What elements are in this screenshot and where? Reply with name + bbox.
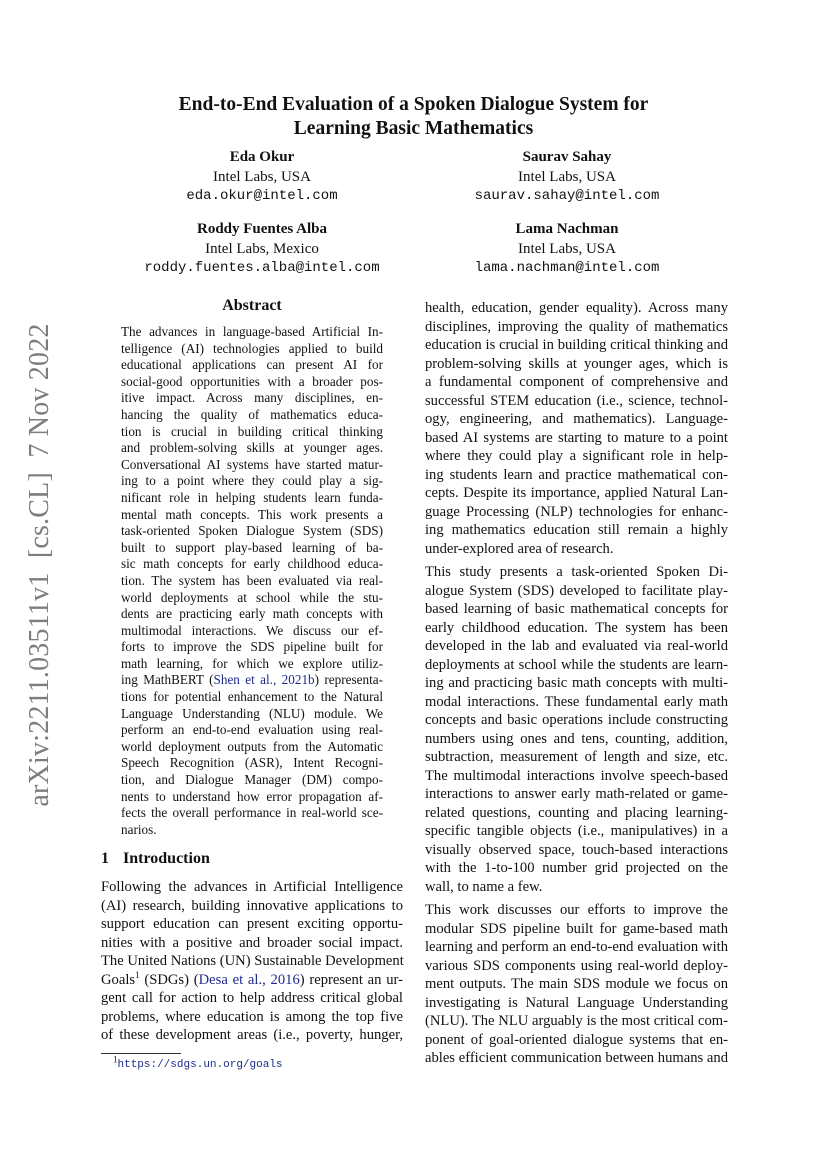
text-line bbox=[425, 975, 728, 994]
text-segment: tions for potential enhancement to the Natural bbox=[121, 689, 383, 705]
text-segment: dents are practicing early math concepts with bbox=[121, 606, 383, 622]
text-line bbox=[121, 755, 383, 772]
text-segment: This work discusses our efforts to improve the bbox=[425, 902, 728, 918]
text-segment: ) represent an ur- bbox=[299, 971, 403, 988]
text-line bbox=[425, 730, 728, 749]
text-line bbox=[425, 878, 728, 897]
text-segment: ponent of goal-oriented dialogue systems that en- bbox=[425, 1031, 728, 1048]
text-line bbox=[121, 772, 383, 789]
text-line bbox=[425, 484, 728, 503]
text-line bbox=[425, 841, 728, 860]
text-line bbox=[121, 374, 383, 391]
text-segment: Following the advances in Artificial Intelligence bbox=[101, 879, 403, 895]
text-segment: Speech Recognition (ASR), Intent Recogni- bbox=[121, 755, 383, 771]
text-segment: health, education, gender equality). Across many bbox=[425, 300, 728, 316]
text-line bbox=[121, 490, 383, 507]
author-affiliation: Intel Labs, USA bbox=[518, 240, 616, 257]
text-segment: concepts and basic operations include constructing bbox=[425, 712, 728, 728]
text-line bbox=[425, 785, 728, 804]
text-segment: guage Processing (NLP) technologies for enhanc- bbox=[425, 503, 728, 520]
author-name: Saurav Sahay bbox=[522, 149, 612, 165]
citation-link[interactable]: Shen et al., 2021b bbox=[213, 672, 315, 688]
section-title: Introduction bbox=[123, 850, 210, 867]
text-segment: ables efficient communication between humans and bbox=[425, 1050, 728, 1066]
text-segment: based AI systems are starting to mature to a point bbox=[425, 429, 728, 446]
text-segment: narios. bbox=[121, 821, 157, 837]
text-segment: interactions to answer early math-related or game- bbox=[425, 786, 728, 802]
text-line bbox=[101, 989, 403, 1008]
text-line bbox=[425, 994, 728, 1013]
title-line-1: End-to-End Evaluation of a Spoken Dialogue System for bbox=[178, 94, 649, 115]
text-line bbox=[101, 915, 403, 934]
text-line bbox=[425, 938, 728, 957]
text-line bbox=[101, 934, 403, 953]
text-line bbox=[425, 859, 728, 878]
text-line bbox=[121, 639, 383, 656]
text-line bbox=[425, 582, 728, 601]
footnote bbox=[113, 1054, 283, 1071]
author-block bbox=[417, 148, 717, 207]
text-line bbox=[121, 324, 383, 341]
text-segment: early childhood education. The system has been bbox=[425, 619, 728, 636]
text-line bbox=[121, 672, 383, 689]
text-line bbox=[425, 503, 728, 522]
text-segment: math learning, for which we explore utiliz- bbox=[121, 655, 383, 671]
text-line bbox=[121, 706, 383, 723]
text-segment: The multimodal interactions involve speech-based bbox=[425, 767, 728, 784]
text-segment: nities with a positive and broader social impact. bbox=[101, 934, 403, 951]
text-segment: (NLU). The NLU arguably is the most critical com- bbox=[425, 1013, 728, 1029]
text-line bbox=[425, 1049, 728, 1068]
text-line bbox=[425, 957, 728, 976]
text-segment: Conversational AI systems have started matur- bbox=[121, 456, 383, 472]
footnote-link[interactable]: https://sdgs.un.org/goals bbox=[117, 1059, 283, 1071]
text-segment: perform an end-to-end evaluation using real- bbox=[121, 722, 383, 738]
text-line bbox=[121, 473, 383, 490]
text-segment: subtraction, measurement of length and size, etc. bbox=[425, 749, 728, 765]
section-number: 1 bbox=[101, 850, 109, 867]
text-line bbox=[101, 897, 403, 916]
text-line bbox=[425, 804, 728, 823]
text-segment: Language Understanding (NLU) module. We bbox=[121, 705, 383, 721]
text-segment: ing students learn and practice mathematical con- bbox=[425, 466, 728, 483]
text-line bbox=[425, 447, 728, 466]
text-segment: world deployment outputs from the Automatic bbox=[121, 738, 383, 754]
text-line bbox=[121, 805, 383, 822]
author-email[interactable]: lama.nachman@intel.com bbox=[474, 260, 660, 276]
text-line bbox=[425, 920, 728, 939]
text-segment: gent call for action to help address critical global bbox=[101, 990, 403, 1006]
text-segment: based learning of basic mathematical concepts for bbox=[425, 601, 728, 617]
text-segment: related questions, counting and placing learning- bbox=[425, 804, 728, 821]
text-line bbox=[425, 1031, 728, 1050]
text-segment: under-explored area of research. bbox=[425, 540, 614, 557]
author-block bbox=[112, 220, 412, 279]
text-line bbox=[425, 637, 728, 656]
text-line bbox=[121, 623, 383, 640]
footnote-reference[interactable]: 1 bbox=[135, 969, 140, 980]
text-segment: built to support play-based learning of ba- bbox=[121, 539, 383, 555]
text-segment: problems, where education is among the top five bbox=[101, 1008, 403, 1025]
text-segment: fects the overall performance in real-world sce- bbox=[121, 805, 383, 821]
text-line bbox=[121, 357, 383, 374]
text-segment: modular SDS pipeline built for game-based math bbox=[425, 920, 728, 937]
text-segment: where they could play a significant role in help- bbox=[425, 448, 728, 464]
text-line bbox=[425, 674, 728, 693]
abstract-heading: Abstract bbox=[222, 297, 282, 314]
text-segment: nents to understand how error propagation af- bbox=[121, 788, 383, 804]
text-segment: itive impact. Across many disciplines, en- bbox=[121, 390, 383, 406]
text-line bbox=[425, 822, 728, 841]
right-column-text bbox=[425, 299, 728, 1068]
text-line bbox=[425, 711, 728, 730]
text-line bbox=[425, 521, 728, 540]
author-email[interactable]: eda.okur@intel.com bbox=[186, 188, 338, 204]
text-segment: mental math concepts. This work presents a bbox=[121, 506, 383, 522]
author-affiliation: Intel Labs, USA bbox=[213, 168, 311, 185]
text-segment: educational applications can present AI for bbox=[121, 357, 383, 373]
text-line bbox=[121, 556, 383, 573]
text-segment: education is crucial in building critical thinking and bbox=[425, 337, 728, 353]
author-affiliation: Intel Labs, Mexico bbox=[205, 240, 319, 257]
text-segment: with the 1-to-100 number grid projected on the bbox=[425, 860, 728, 876]
text-line bbox=[425, 466, 728, 485]
title-line-2: Learning Basic Mathematics bbox=[293, 118, 534, 139]
text-line bbox=[425, 336, 728, 355]
text-segment: learning and perform an end-to-end evaluation with bbox=[425, 939, 728, 955]
text-segment: (SDGs) ( bbox=[139, 971, 199, 988]
text-line bbox=[121, 457, 383, 474]
text-segment: deployments at school while the students are learn- bbox=[425, 656, 728, 673]
text-line bbox=[425, 901, 728, 920]
text-line bbox=[425, 563, 728, 582]
text-segment: tion is crucial in building critical thinking bbox=[121, 423, 383, 439]
text-segment: The advances in language-based Artificial In- bbox=[121, 324, 383, 339]
text-line bbox=[425, 540, 728, 559]
text-line bbox=[425, 373, 728, 392]
author-affiliation: Intel Labs, USA bbox=[518, 168, 616, 185]
text-segment: world deployments at school while the stu- bbox=[121, 589, 383, 605]
text-line bbox=[101, 878, 403, 897]
text-line bbox=[121, 739, 383, 756]
text-line bbox=[101, 1026, 403, 1045]
text-line bbox=[121, 722, 383, 739]
author-name: Lama Nachman bbox=[515, 221, 619, 237]
left-column-text bbox=[101, 878, 403, 1045]
text-segment: Goals bbox=[101, 971, 136, 988]
text-segment: of these development areas (i.e., poverty, hunger, bbox=[101, 1027, 403, 1043]
text-line bbox=[425, 619, 728, 638]
text-line bbox=[121, 407, 383, 424]
citation-link[interactable]: Desa et al., 2016 bbox=[198, 971, 300, 988]
text-segment: modal interactions. These fundamental early math bbox=[425, 693, 728, 710]
text-line bbox=[121, 573, 383, 590]
text-line bbox=[121, 523, 383, 540]
text-line bbox=[121, 590, 383, 607]
text-segment: ment outputs. The main SDS module we focus on bbox=[425, 976, 728, 992]
text-segment: wall, to name a few. bbox=[425, 878, 543, 895]
text-segment: The United Nations (UN) Sustainable Development bbox=[101, 953, 404, 969]
author-email[interactable]: roddy.fuentes.alba@intel.com bbox=[144, 260, 380, 276]
text-line bbox=[425, 1012, 728, 1031]
text-line bbox=[425, 355, 728, 374]
text-segment: and problem-solving skills at younger ages. bbox=[121, 440, 383, 456]
text-line bbox=[121, 789, 383, 806]
text-segment: successful STEM education (i.e., science, technol- bbox=[425, 392, 728, 409]
footnote-mark: 1 bbox=[113, 1054, 118, 1065]
text-line bbox=[425, 410, 728, 429]
text-segment: forts to improve the SDS pipeline built for bbox=[121, 639, 383, 655]
author-name: Roddy Fuentes Alba bbox=[196, 221, 328, 237]
text-segment: specific tangible objects (i.e., manipulatives) in a bbox=[425, 823, 728, 839]
text-line bbox=[101, 952, 403, 971]
text-segment: ing and practicing basic math concepts with multi- bbox=[425, 675, 728, 691]
text-segment: ing mathematics education still remain a highly bbox=[425, 522, 728, 538]
text-line bbox=[101, 1008, 403, 1027]
text-line bbox=[121, 540, 383, 557]
text-segment: problem-solving skills at younger ages, which is bbox=[425, 355, 728, 372]
text-line bbox=[121, 606, 383, 623]
paper-title bbox=[0, 93, 827, 141]
text-segment: various SDS components using real-world deploy- bbox=[425, 957, 728, 974]
text-line bbox=[121, 656, 383, 673]
text-line bbox=[121, 689, 383, 706]
text-segment: (AI) research, building innovative applications to bbox=[101, 897, 403, 914]
text-line bbox=[121, 822, 383, 839]
text-line bbox=[121, 341, 383, 358]
text-line bbox=[121, 507, 383, 524]
text-line bbox=[121, 424, 383, 441]
text-line bbox=[121, 440, 383, 457]
text-line bbox=[121, 390, 383, 407]
text-segment: ogy, engineering, and mathematics). Language- bbox=[425, 411, 728, 427]
text-segment: hancing the quality of mathematics educa- bbox=[121, 406, 383, 422]
author-block bbox=[417, 220, 717, 279]
arxiv-identifier-stamp: arXiv:2211.03511v1 [cs.CL] 7 Nov 2022 bbox=[24, 323, 55, 807]
text-line bbox=[425, 392, 728, 411]
text-segment: telligence (AI) technologies applied to build bbox=[121, 340, 383, 356]
text-line bbox=[425, 299, 728, 318]
text-segment: developed in the lab and evaluated via real-world bbox=[425, 638, 728, 654]
text-segment: a fundamental component of comprehensive and bbox=[425, 374, 728, 390]
section-heading-introduction bbox=[101, 850, 210, 868]
text-line bbox=[425, 767, 728, 786]
text-segment: alogue System (SDS) developed to facilitate play- bbox=[425, 582, 728, 599]
text-segment: nificant role in helping students learn funda- bbox=[121, 489, 383, 505]
author-block bbox=[112, 148, 412, 207]
text-segment: numbers using ones and tens, counting, addition, bbox=[425, 730, 728, 747]
text-line bbox=[425, 748, 728, 767]
text-line bbox=[425, 429, 728, 448]
text-segment: visually observed space, touch-based interactions bbox=[425, 841, 728, 858]
author-email[interactable]: saurav.sahay@intel.com bbox=[474, 188, 660, 204]
text-segment: ing MathBERT ( bbox=[121, 672, 214, 688]
text-segment: disciplines, improving the quality of mathematics bbox=[425, 318, 728, 335]
text-segment: sic math concepts for early childhood educa- bbox=[121, 556, 383, 572]
text-line bbox=[425, 693, 728, 712]
text-line bbox=[425, 318, 728, 337]
text-segment: ing to a point where they could play a sig- bbox=[121, 473, 383, 489]
text-segment: social-good opportunities with a broader pos- bbox=[121, 373, 383, 389]
text-segment: This study presents a task-oriented Spoken Di- bbox=[425, 564, 728, 580]
text-segment: multimodal interactions. We discuss our ef- bbox=[121, 622, 383, 638]
text-segment: tion, and Dialogue Manager (DM) compo- bbox=[121, 772, 383, 788]
text-line bbox=[425, 600, 728, 619]
text-segment: support education can present exciting opportu- bbox=[101, 916, 403, 932]
abstract-text bbox=[121, 324, 383, 838]
author-name: Eda Okur bbox=[229, 149, 295, 165]
text-segment: tion. The system has been evaluated via real- bbox=[121, 572, 383, 588]
text-segment: cepts. Despite its importance, applied Natural Lan- bbox=[425, 485, 728, 501]
text-segment: task-oriented Spoken Dialogue System (SDS) bbox=[121, 523, 383, 539]
text-segment: ) representa- bbox=[314, 672, 383, 688]
text-line bbox=[425, 656, 728, 675]
text-segment: investigating is Natural Language Understanding bbox=[425, 994, 728, 1011]
text-line bbox=[101, 971, 403, 990]
